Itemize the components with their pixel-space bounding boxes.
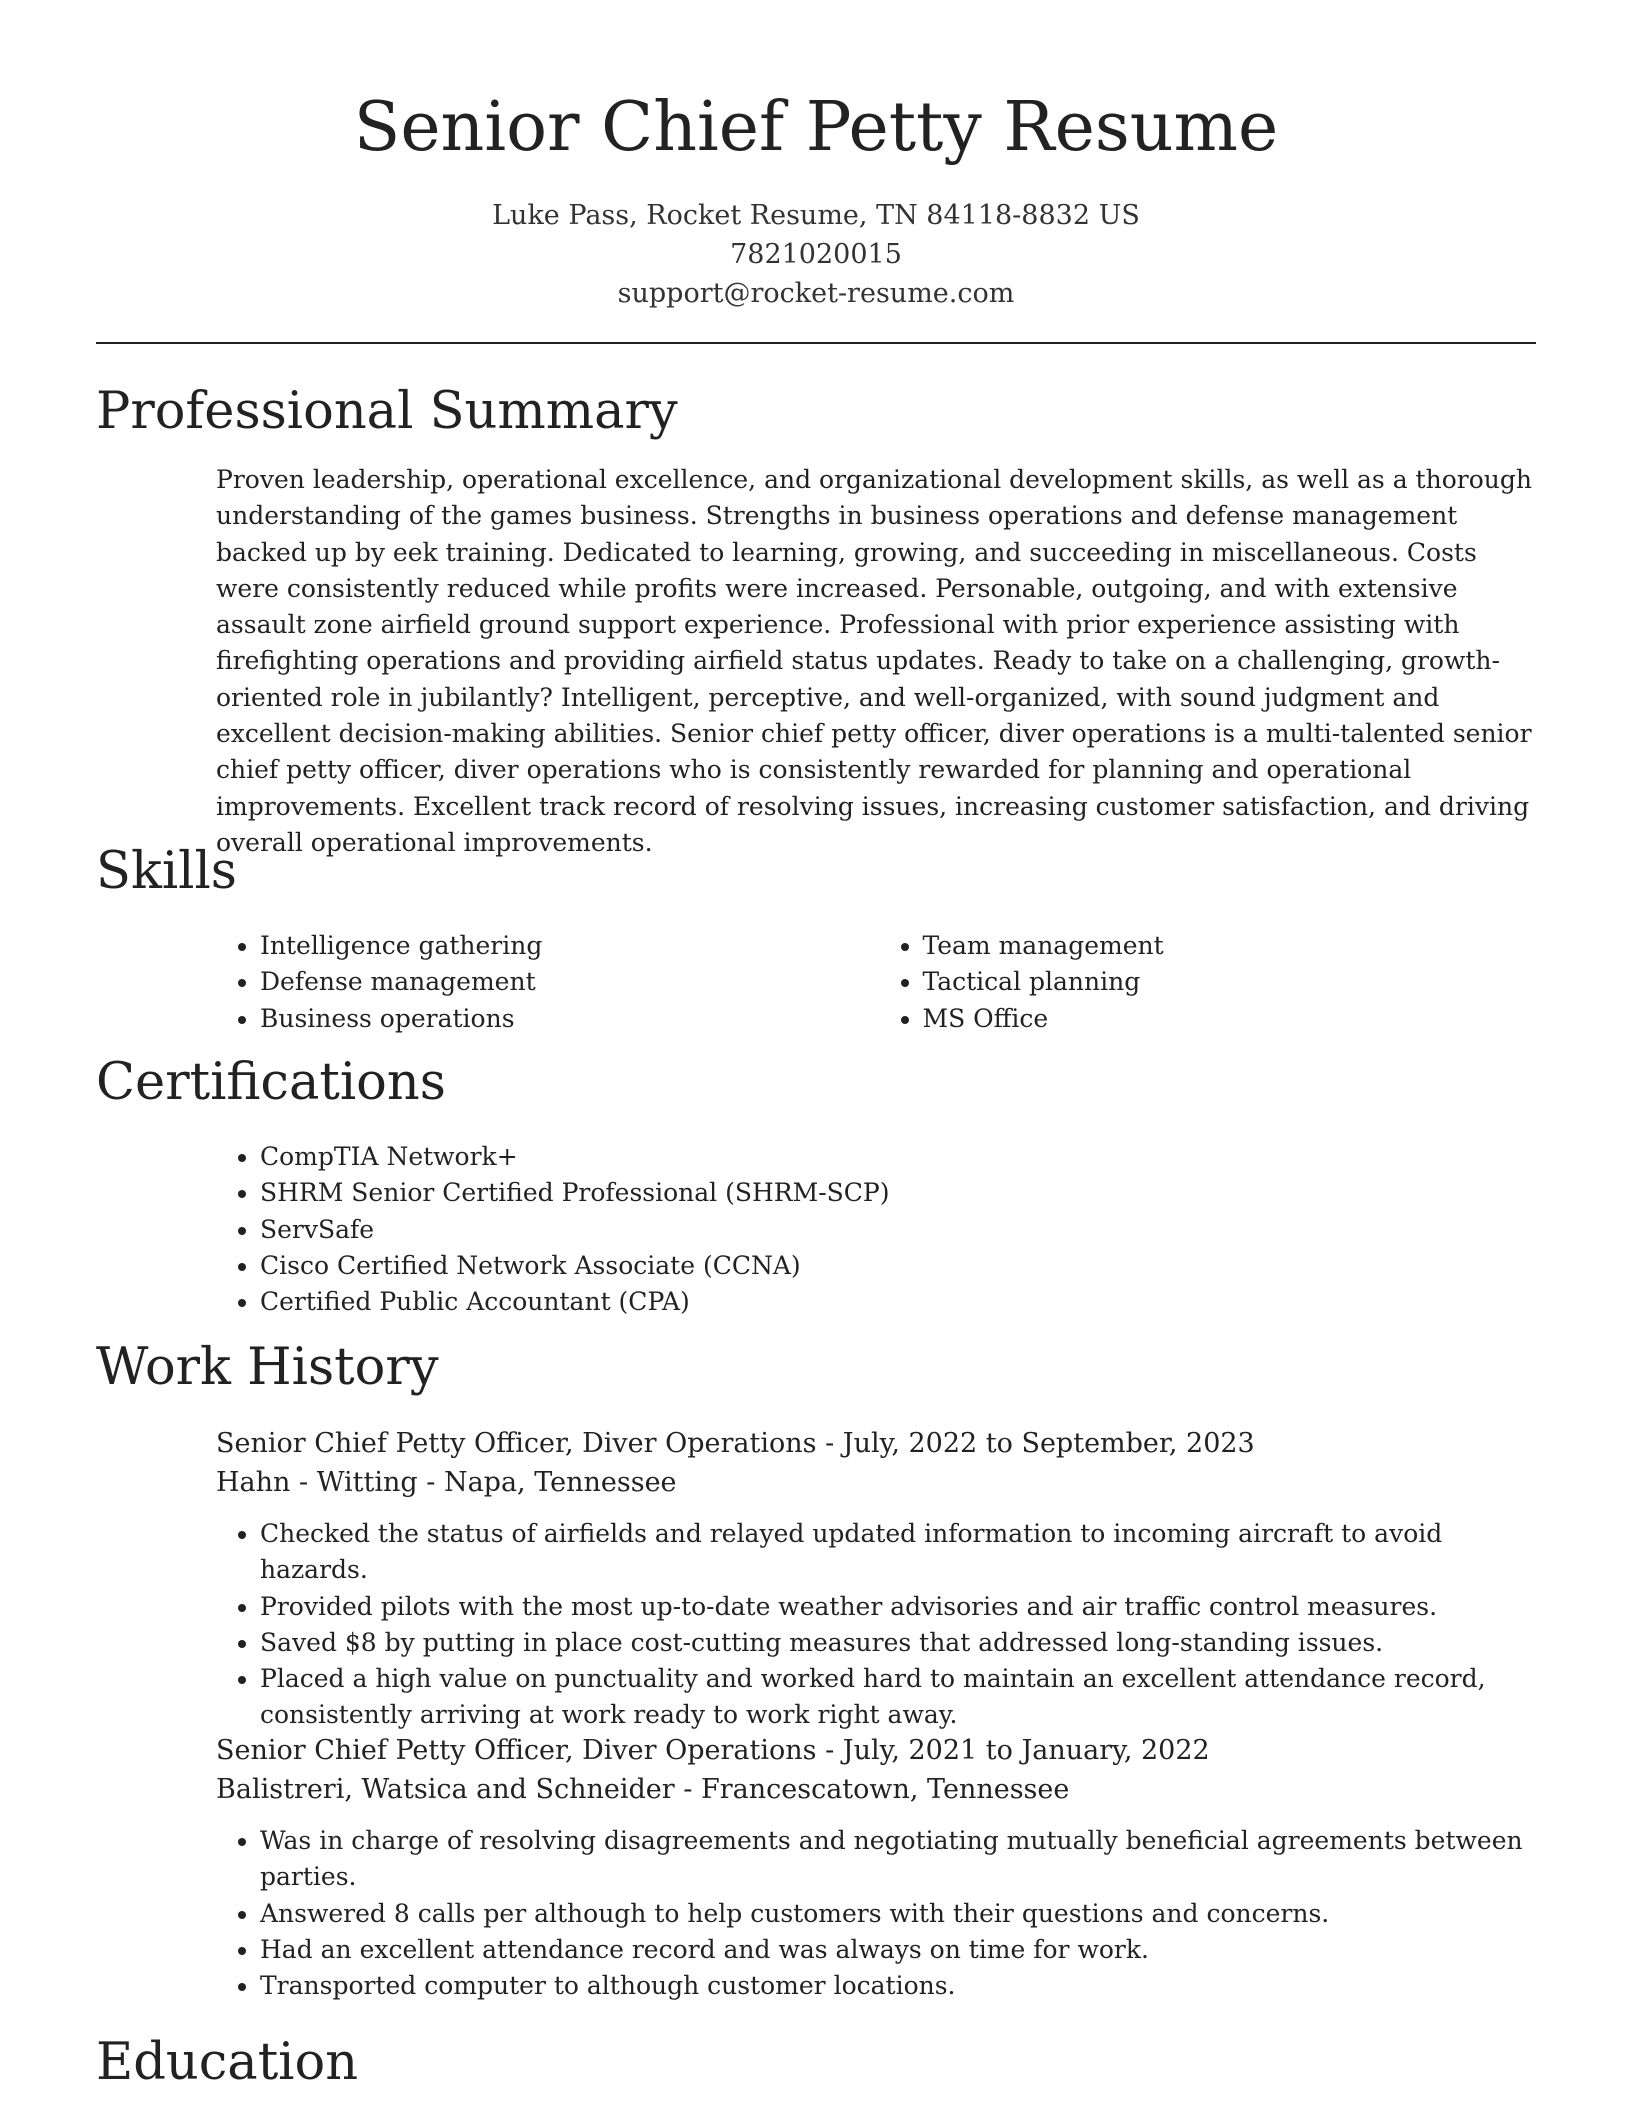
job-dates: July, 2022 to September, 2023	[842, 1428, 1255, 1459]
certifications-list	[216, 1139, 1541, 1320]
skill-item: • Tactical planning	[923, 964, 1542, 1000]
contact-email: support@rocket-resume.com	[617, 278, 1015, 309]
summary-text: Proven leadership, operational excellence, and organizational development skills, as well as a thorough understanding of the games business. Strengths in business operations and defense management backed up by eek training. Dedicated to learning, growing, and succeeding in miscellaneous. Costs were consistently reduced while profits were increased. Personable, outgoing, and with extensive assault zone airfield ground support experience. Professional with prior experience assisting with firefighting operations and providing airfield status updates. Ready to take on a challenging, growth-oriented role in jubilantly? Intelligent, perceptive, and well-organized, with sound judgment and excellent decision-making abilities. Senior chief petty officer, diver operations is a multi-talented senior chief petty officer, diver operations who is consistently rewarded for planning and operational improvements. Excellent track record of resolving issues, increasing customer satisfaction, and driving overall operational improvements.	[216, 465, 1532, 857]
job-bullet: • Answered 8 calls per although to help customers with their questions and concerns.	[260, 1896, 1541, 1932]
skill-item: • Business operations	[260, 1001, 879, 1037]
job-location: Napa, Tennessee	[443, 1467, 677, 1498]
job-title-line	[216, 1731, 1541, 1770]
certification-item: • Cisco Certified Network Associate (CCNA)	[260, 1248, 1541, 1284]
contact-address: Luke Pass, Rocket Resume, TN 84118-8832 US	[492, 200, 1140, 231]
job-location: Francescatown, Tennessee	[700, 1774, 1070, 1805]
skill-item: • Team management	[923, 928, 1542, 964]
job-bullet: • Had an excellent attendance record and was always on time for work.	[260, 1932, 1541, 1968]
job-bullets	[216, 1516, 1541, 1734]
job-company-line	[216, 1770, 1541, 1809]
separator: -	[816, 1735, 843, 1766]
skill-item: • MS Office	[923, 1001, 1542, 1037]
certifications-heading: Certifications	[96, 1053, 446, 1112]
contact-phone: 7821020015	[730, 239, 902, 270]
skills-column-left	[216, 928, 879, 1037]
job-bullet: • Transported computer to although customer locations.	[260, 1968, 1541, 2004]
resume-header	[0, 0, 1632, 313]
job-title-line	[216, 1424, 1541, 1463]
skills-heading: Skills	[96, 842, 237, 901]
contact-block	[0, 196, 1632, 313]
job-bullet: • Checked the status of airfields and relayed updated information to incoming aircraft to avoid hazards.	[260, 1516, 1541, 1589]
job-company-line	[216, 1463, 1541, 1502]
job-company: Balistreri, Watsica and Schneider	[216, 1774, 675, 1805]
job-title: Senior Chief Petty Officer, Diver Operations	[216, 1735, 817, 1766]
job-company: Hahn - Witting	[216, 1467, 418, 1498]
certification-item: • ServSafe	[260, 1212, 1541, 1248]
job-bullet: • Was in charge of resolving disagreements and negotiating mutually beneficial agreements between parties.	[260, 1823, 1541, 1896]
separator: -	[417, 1467, 444, 1498]
certification-item: • CompTIA Network+	[260, 1139, 1541, 1175]
work-history-heading: Work History	[96, 1338, 439, 1397]
certification-item: • SHRM Senior Certified Professional (SHRM-SCP)	[260, 1175, 1541, 1211]
skills-list	[216, 928, 1541, 1037]
separator: -	[816, 1428, 843, 1459]
job-title: Senior Chief Petty Officer, Diver Operations	[216, 1428, 817, 1459]
job-bullet: • Saved $8 by putting in place cost-cutting measures that addressed long-standing issues.	[260, 1625, 1541, 1661]
job-bullet: • Provided pilots with the most up-to-date weather advisories and air traffic control measures.	[260, 1589, 1541, 1625]
skill-item: • Defense management	[260, 964, 879, 1000]
skill-item: • Intelligence gathering	[260, 928, 879, 964]
skills-column-right	[879, 928, 1542, 1037]
education-heading: Education	[96, 2033, 359, 2092]
certification-item: • Certified Public Accountant (CPA)	[260, 1284, 1541, 1320]
header-divider	[96, 342, 1536, 344]
summary-heading: Professional Summary	[96, 382, 678, 441]
separator: -	[674, 1774, 701, 1805]
job-entry	[216, 1424, 1541, 1734]
job-dates: July, 2021 to January, 2022	[842, 1735, 1210, 1766]
job-bullet: • Placed a high value on punctuality and worked hard to maintain an excellent attendance record, consistently arriving at work ready to work right away.	[260, 1661, 1541, 1734]
job-entry	[216, 1731, 1541, 2004]
resume-title: Senior Chief Petty Resume	[353, 88, 1279, 167]
job-bullets	[216, 1823, 1541, 2004]
